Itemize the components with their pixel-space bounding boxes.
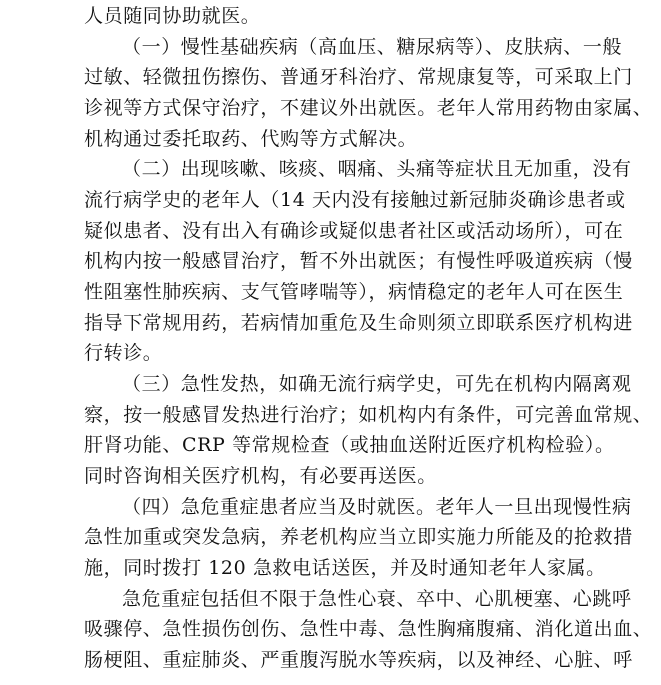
paragraph-4-line: （四）急危重症患者应当及时就医。老年人一旦出现慢性病 xyxy=(122,496,632,518)
text-line: 机构通过委托取药、代购等方式解决。 xyxy=(84,128,418,150)
text-line: 机构内按一般感冒治疗，暂不外出就医；有慢性呼吸道疾病（慢 xyxy=(84,250,633,272)
paragraph-5-line: 急危重症包括但不限于急性心衰、卒中、心肌梗塞、心跳呼 xyxy=(122,588,632,610)
text-line: 吸骤停、急性损伤创伤、急性中毒、急性胸痛腹痛、消化道出血、 xyxy=(84,618,653,640)
text-line: 肠梗阻、重症肺炎、严重腹泻脱水等疾病，以及神经、心脏、呼 xyxy=(84,649,633,671)
text-line: 人员随同协助就医。 xyxy=(84,5,261,27)
text-line: 行转诊。 xyxy=(84,342,163,364)
text-line: 察，按一般感冒发热进行治疗；如机构内有条件，可完善血常规、 xyxy=(84,404,653,426)
paragraph-2-line: （二）出现咳嗽、咳痰、咽痛、头痛等症状且无加重，没有 xyxy=(122,158,632,180)
text-line: 指导下常规用药，若病情加重危及生命则须立即联系医疗机构进 xyxy=(84,312,633,334)
text-line: 急性加重或突发急病，养老机构应当立即实施力所能及的抢救措 xyxy=(84,526,633,548)
text-line: 性阻塞性肺疾病、支气管哮喘等），病情稳定的老年人可在医生 xyxy=(84,281,624,303)
text-line: 疑似患者、没有出入有确诊或疑似患者社区或活动场所），可在 xyxy=(84,220,624,242)
text-line: 诊视等方式保守治疗，不建议外出就医。老年人常用药物由家属、 xyxy=(84,97,653,119)
text-line: 同时咨询相关医疗机构，有必要再送医。 xyxy=(84,465,437,487)
text-line: 流行病学史的老年人（14 天内没有接触过新冠肺炎确诊患者或 xyxy=(84,189,626,211)
text-line: 施，同时拨打 120 急救电话送医，并及时通知老年人家属。 xyxy=(84,557,606,579)
paragraph-1-line: （一）慢性基础疾病（高血压、糖尿病等）、皮肤病、一般 xyxy=(122,36,623,58)
paragraph-3-line: （三）急性发热，如确无流行病学史，可先在机构内隔离观 xyxy=(122,373,632,395)
text-line: 肝肾功能、CRP 等常规检查（或抽血送附近医疗机构检验）。 xyxy=(84,434,615,456)
text-line: 过敏、轻微扭伤擦伤、普通牙科治疗、常规康复等，可采取上门 xyxy=(84,66,633,88)
